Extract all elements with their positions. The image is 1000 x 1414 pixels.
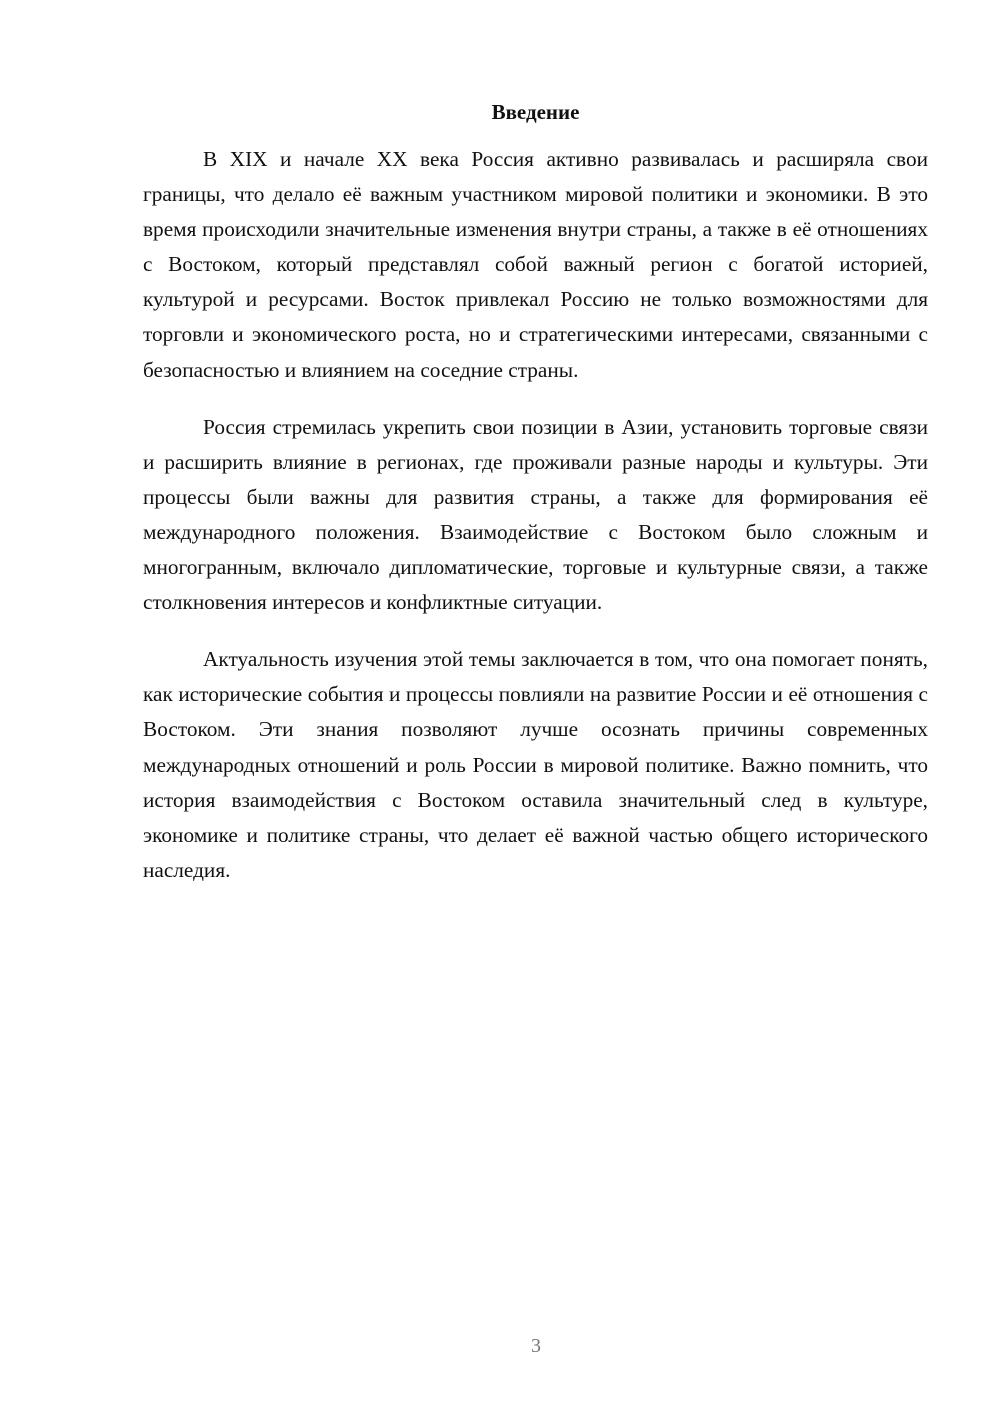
paragraph-3: Актуальность изучения этой темы заключается в том, что она помогает понять, как исторические события и процессы повлияли на развитие России и её отношения с Востоком. Эти знания позволяют лучше осознать причины современных международных отношений и роль России в мировой политике. Важно помнить, что история взаимодействия с Востоком оставила значительный след в культуре, экономике и политике страны, что делает её важной частью общего исторического наследия. [143, 647, 928, 882]
paragraph-2: Россия стремилась укрепить свои позиции в Азии, установить торговые связи и расширить влияние в регионах, где проживали разные народы и культуры. Эти процессы были важны для развития страны, а также для формирования её международного положения. Взаимодействие с Востоком было сложным и многогранным, включало дипломатические, торговые и культурные связи, а также столкновения интересов и конфликтные ситуации. [143, 414, 928, 615]
section-title: Введение [491, 100, 580, 124]
body-text [143, 142, 928, 910]
paragraph-1: В XIX и начале XX века Россия активно развивалась и расширяла свои границы, что делало её важным участником мировой политики и экономики. В это время происходили значительные изменения внутри страны, а также в её отношениях с Востоком, который представлял собой важный регион с богатой историей, культурой и ресурсами. Восток привлекал Россию не только возможностями для торговли и экономического роста, но и стратегическими интересами, связанными с безопасностью и влиянием на соседние страны. [143, 147, 928, 382]
page-number: 3 [531, 1335, 541, 1357]
